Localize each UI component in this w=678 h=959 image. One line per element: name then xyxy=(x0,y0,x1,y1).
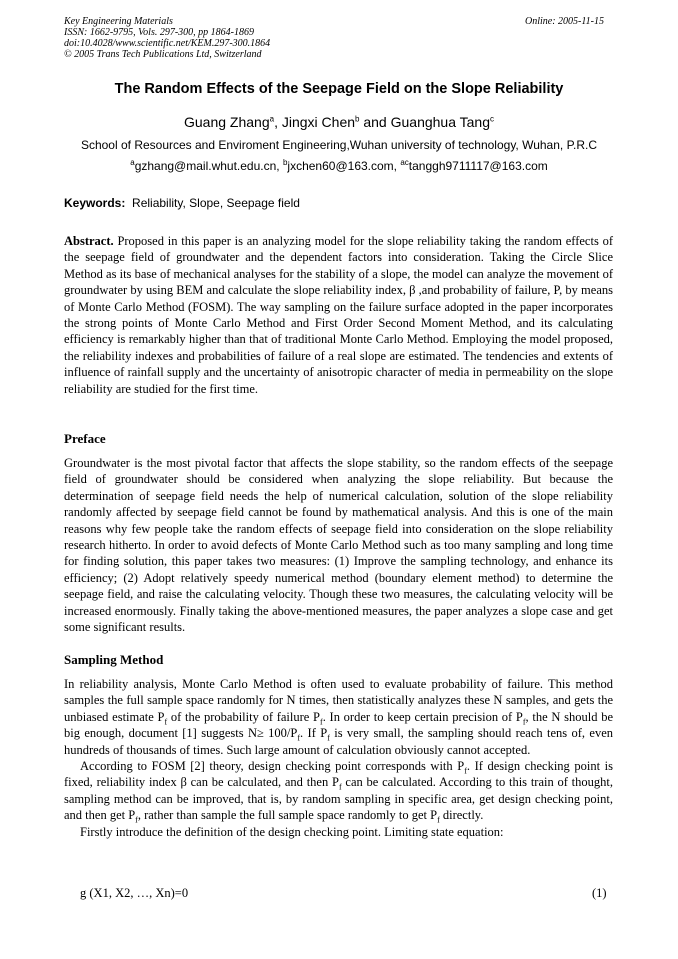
preface-text xyxy=(64,455,613,635)
affiliation: School of Resources and Enviroment Engineering,Wuhan university of technology, Wuhan, P.R.C xyxy=(80,138,598,152)
subscript: f xyxy=(327,733,330,743)
email-sup: a xyxy=(130,158,135,167)
subscript: f xyxy=(297,733,301,743)
email-list xyxy=(0,159,678,173)
sampling-paragraph-1 xyxy=(64,676,613,758)
author-separator: and xyxy=(359,114,391,130)
abstract-text: Proposed in this paper is an analyzing model for the slope reliability taking the random effects of the seepage field of groundwater and the dependent factors into consideration. Taking the Circle Slice Method as its base of mechanical analyses for the stability of a slope, the model can analyze the movement of groundwater by using BEM and calculate the slope reliability index, β ,and probability of failure, P, by means of Monte Carlo Method (FOSM). The way sampling on the failure surface adopted in the paper incorporates the strong points of Monte Carlo Method and First Order Second Moment Method, and its calculating efficiency is remarkably higher than that of traditional Monte Carlo Method. Employing the model proposed, the reliability indexes and probabilities of failure of a real slope are estimated. The tendencies and extents of influence of rainfall supply and the uncertainty of anisotropic character of media in permeability on the slope reliability are studied for the first time. xyxy=(64,234,614,396)
issn-line: ISSN: 1662-9795, Vols. 297-300, pp 1864-1869 xyxy=(64,27,254,38)
text-run: . If P xyxy=(300,726,328,741)
text-run: directly. xyxy=(439,808,484,823)
text-run: can be calculated. According to this train of thought, sampling method can be improved, that is, by random sampling in specific area, get design checking point, and then get P xyxy=(64,775,613,823)
text-run: , the N should be big enough, document [1] suggests N≥ 100/P xyxy=(64,709,613,741)
doi-line: doi:10.4028/www.scientific.net/KEM.297-300.1864 xyxy=(64,38,271,49)
email-address: tanggh9711117@163.com xyxy=(408,159,548,173)
subscript: f xyxy=(320,717,323,727)
keywords-label: Keywords: xyxy=(64,196,126,210)
email-sup: ac xyxy=(400,158,409,167)
sampling-paragraph-2 xyxy=(64,758,613,824)
subscript: f xyxy=(135,815,138,825)
text-run: In reliability analysis, Monte Carlo Method is often used to evaluate probability of failure. This method samples the full sample space randomly for N times, then statistically analyzes these N samples, and gets the unbiased estimate P xyxy=(64,677,613,724)
author-sup: c xyxy=(490,114,494,124)
subscript: f xyxy=(164,717,168,727)
text-run: of the probability of failure P xyxy=(167,709,321,724)
email-sup: b xyxy=(282,158,288,167)
subscript: f xyxy=(464,766,467,776)
equation-1: g (X1, X2, …, Xn)=0 xyxy=(80,886,189,900)
paper-title: The Random Effects of the Seepage Field on the Slope Reliability xyxy=(114,81,564,97)
email-address: jxchen60@163.com xyxy=(287,159,394,173)
text-run: According to FOSM [2] theory, design checking point corresponds with P xyxy=(80,759,465,774)
preface-paragraph: Groundwater is the most pivotal factor that affects the slope stability, so the random effects of the seepage field of groundwater should be considered when analyzing the slope reliability. But because the determination of seepage field needs the help of numerical calculation, solution of the slope reliability randomly affected by seepage field cannot be found by mathematical analysis. And this is one of the main reasons why few people take the random effects of seepage field into consideration on the slope reliability research hitherto. In order to avoid defects of Monte Carlo Method such as too many sampling and long time for finding solution, this paper takes two measures: (1) Improve the sampling technology, and enhance its efficiency; (2) Adopt relatively speedy numerical method (boundary element method) to determine the seepage field, and raise the calculating velocity. Though these two measures, the calculating velocity will be increased enormously. Finally taking the above-mentioned measures, the paper analyzes a slope case and get some significant results. xyxy=(64,456,613,635)
journal-header xyxy=(64,16,270,60)
subscript: f xyxy=(437,815,440,825)
text-run: , rather than sample the full sample space randomly to get P xyxy=(137,808,438,823)
keywords-text: Reliability, Slope, Seepage field xyxy=(132,196,300,210)
text-run: . In order to keep certain precision of P xyxy=(322,709,523,724)
email-separator: , xyxy=(276,159,283,173)
subscript: f xyxy=(338,782,342,792)
copyright-line: © 2005 Trans Tech Publications Ltd, Switzerland xyxy=(64,49,262,60)
author-separator: , xyxy=(274,114,282,130)
abstract-label: Abstract. xyxy=(64,234,114,248)
preface-heading: Preface xyxy=(64,431,106,446)
keywords xyxy=(64,196,300,210)
online-date: Online: 2005-11-15 xyxy=(525,16,604,27)
author-name: Guang Zhang xyxy=(184,114,270,130)
email-address: gzhang@mail.whut.edu.cn xyxy=(134,159,277,173)
sampling-heading: Sampling Method xyxy=(64,652,164,667)
equation-number: (1) xyxy=(592,886,607,900)
sampling-text xyxy=(64,676,613,840)
author-sup: a xyxy=(269,114,275,124)
author-name: Guanghua Tang xyxy=(390,114,490,130)
text-run: is very small, the sampling should reach tens of, even hundreds of thousands of times. Such large amount of calculation obviously cannot accepted. xyxy=(64,726,613,757)
author-name: Jingxi Chen xyxy=(281,114,356,130)
author-sup: b xyxy=(355,114,360,124)
journal-name: Key Engineering Materials xyxy=(64,16,173,27)
subscript: f xyxy=(522,717,526,727)
abstract xyxy=(64,233,613,397)
author-list xyxy=(0,114,678,130)
email-separator: , xyxy=(393,159,401,173)
text-run: . If design checking point is fixed, reliability index β can be calculated, and then P xyxy=(64,759,613,790)
sampling-paragraph-3: Firstly introduce the definition of the design checking point. Limiting state equation: xyxy=(80,824,504,839)
